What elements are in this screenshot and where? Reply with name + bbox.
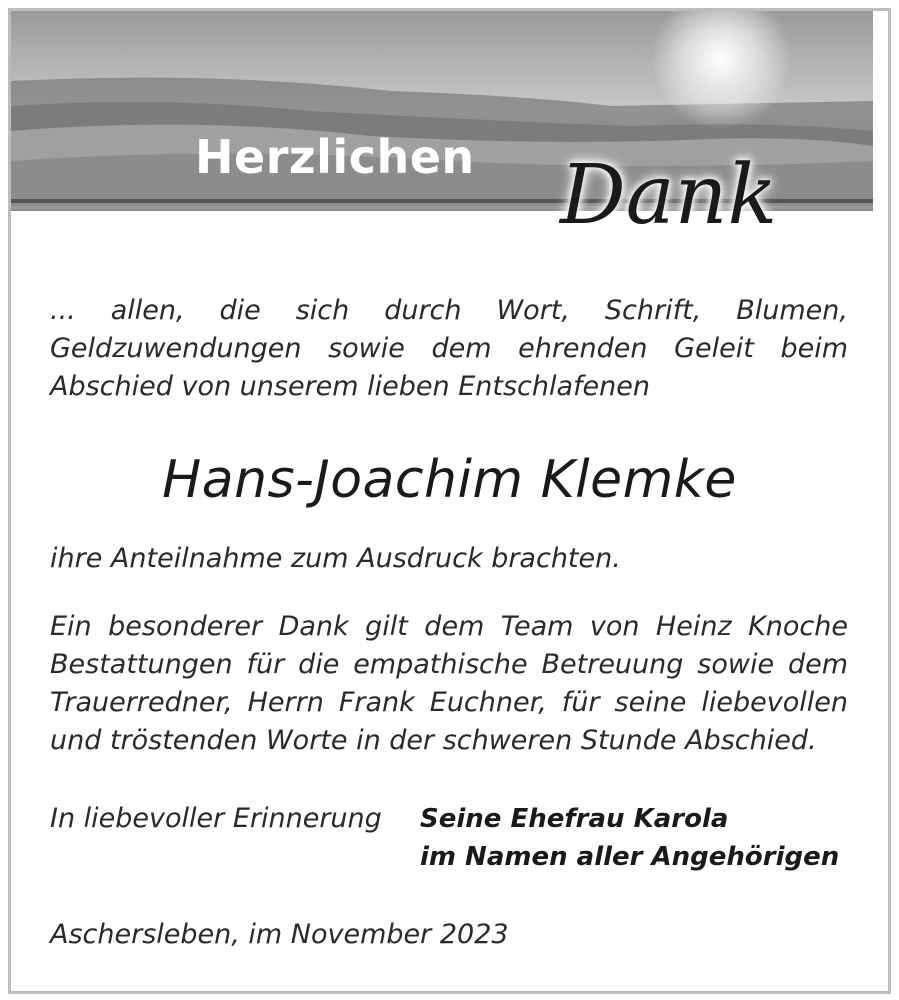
banner-greeting: Herzlichen [195,130,475,184]
banner-title: Dank [560,148,778,243]
closing-line: ihre Anteilnahme zum Ausdruck brachten. [50,543,621,574]
place-date: Aschersleben, im November 2023 [50,919,509,950]
memory-label: In liebevoller Erinnerung [50,803,382,834]
special-thanks-paragraph: Ein besonderer Dank gilt dem Team von Heinz Knoche Bestattungen für die empathische Betreuung sowie dem Trauerredner, Herrn Frank Euchner, für seine liebevollen und tröstenden Worte in der schweren Stunde Abschied. [50,611,848,756]
intro-paragraph: ... allen, die sich durch Wort, Schrift, Blumen, Geldzuwendungen sowie dem ehrenden Geleit beim Abschied von unserem lieben Entschlafenen [50,295,848,402]
signature-line-2: im Namen aller Angehörigen [420,842,840,872]
signature-line-1: Seine Ehefrau Karola [420,804,729,834]
deceased-name: Hans-Joachim Klemke [162,450,737,510]
signature-block [420,800,839,876]
